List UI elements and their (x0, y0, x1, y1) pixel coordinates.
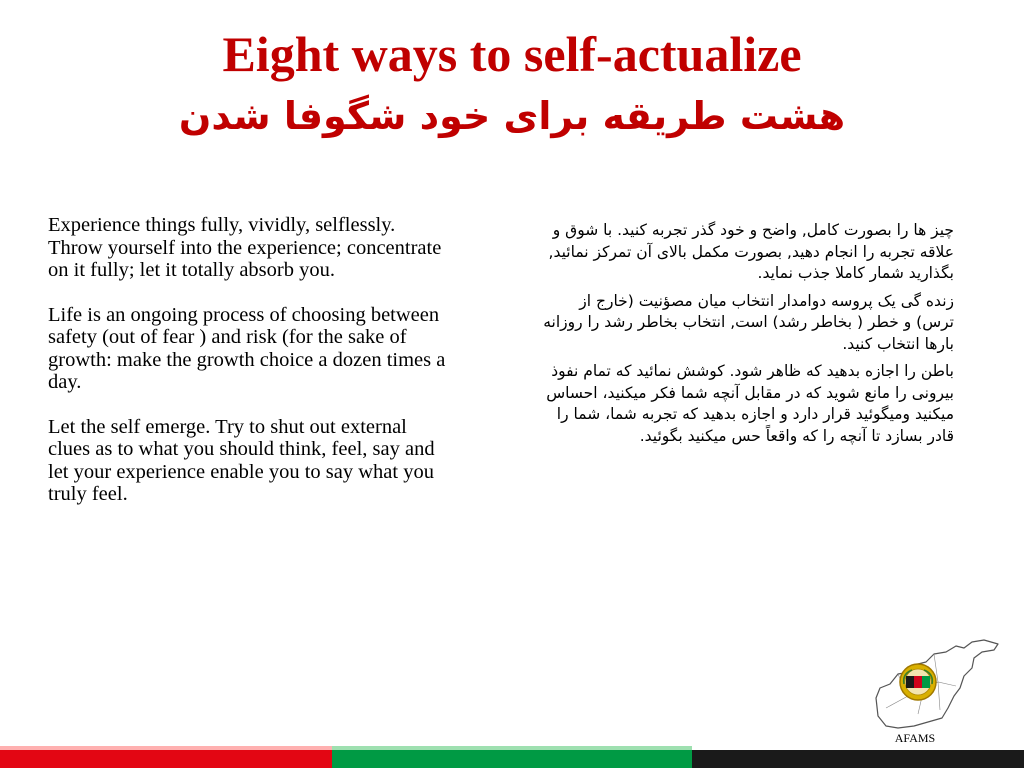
english-paragraph: Experience things fully, vividly, selflessly. Throw yourself into the experience; concentrate on it fully; let it totally absorb you. (48, 214, 442, 281)
persian-paragraph: باطن را اجازه بدهید که ظاهر شود. کوشش نمائید که تمام نفوذ بیرونی را مانع شوید که در مقابل آنچه شما فکر میکنید، احساس میکنید ومیگوئید قرار دارد و اجازه بدهید که تجربه شما، شما را قادر بسازد تا آنچه را که واقعاً حس میکنید بگوئید. (546, 362, 954, 445)
persian-text-column (540, 220, 954, 453)
emblem-band-green (922, 676, 930, 688)
footer-bar-black (692, 750, 1024, 768)
english-text-column (48, 214, 450, 528)
english-paragraph: Life is an ongoing process of choosing between safety (out of fear ) and risk (for the sake of growth: make the growth choice a dozen times a day. (48, 303, 446, 393)
footer-bar-green (332, 750, 692, 768)
slide-title-english: Eight ways to self-actualize (222, 26, 802, 82)
footer-bar-red (0, 750, 332, 768)
persian-paragraph: زنده گی یک پروسه دوامدار انتخاب میان مصؤنیت (خارج از ترس) و خطر ( بخاطر رشد) است, انتخاب بخاطر رشد را روزانه بارها انتخاب کنید. (543, 291, 954, 353)
slide-title-persian: هشت طریقه برای خود شگوفا شدن (178, 94, 846, 138)
afams-logo-caption: AFAMS (894, 731, 936, 745)
emblem-band-red (914, 676, 922, 688)
map-outline (876, 640, 998, 728)
afghanistan-map-logo (868, 636, 1002, 736)
english-paragraph: Let the self emerge. Try to shut out external clues as to what you should think, feel, say and let your experience enable you to say what you truly feel. (48, 415, 435, 505)
persian-paragraph: چیز ها را بصورت کامل, واضح و خود گذر تجربه کنید. با شوق و علاقه تجربه را انجام دهید, بصورت مکمل بالای آن تمرکز نمائید, بگذارید شمار کاملا جذب نماید. (548, 221, 954, 282)
emblem-band-black (906, 676, 914, 688)
